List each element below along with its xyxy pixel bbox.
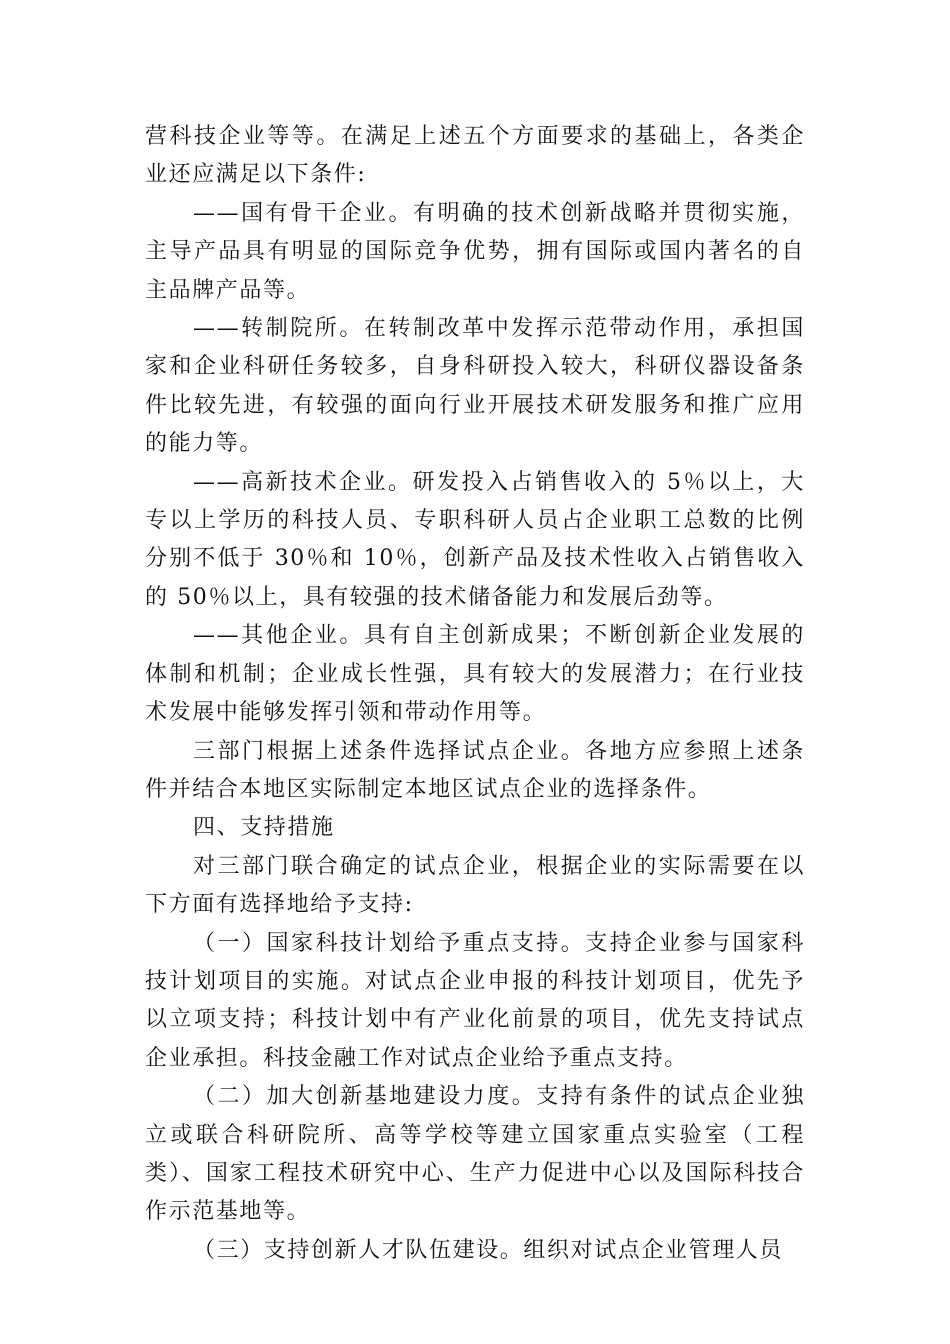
paragraph-support-item-3: （三）支持创新人才队伍建设。组织对试点企业管理人员 (193, 1237, 784, 1263)
paragraph-state-owned-enterprise: ——国有骨干企业。有明确的技术创新战略并贯彻实施，主导产品具有明显的国际竞争优势，拥有国际或国内著名的自主品牌产品等。 (145, 200, 805, 303)
section-heading-support-measures: 四、支持措施 (193, 815, 335, 841)
paragraph-support-item-2: （二）加大创新基地建设力度。支持有条件的试点企业独立或联合科研院所、高等学校等建立国家重点实验室（工程类）、国家工程技术研究中心、生产力促进中心以及国际科技合作示范基地等。 (145, 1084, 805, 1225)
paragraph-high-tech-enterprise: ——高新技术企业。研发投入占销售收入的 5％以上，大专以上学历的科技人员、专职科研人员占企业职工总数的比例分别不低于 30％和 10％，创新产品及技术性收入占销售收入的 50％以上，具有较强的技术储备能力和发展后劲等。 (145, 469, 805, 610)
paragraph-support-item-1: （一）国家科技计划给予重点支持。支持企业参与国家科技计划项目的实施。对试点企业申报的科技计划项目，优先予以立项支持；科技计划中有产业化前景的项目，优先支持试点企业承担。科技金融工作对试点企业给予重点支持。 (145, 930, 805, 1071)
paragraph-other-enterprise: ——其他企业。具有自主创新成果；不断创新企业发展的体制和机制；企业成长性强，具有较大的发展潜力；在行业技术发展中能够发挥引领和带动作用等。 (145, 623, 805, 726)
paragraph-intro: 营科技企业等等。在满足上述五个方面要求的基础上，各类企业还应满足以下条件: (145, 124, 805, 188)
paragraph-selection-conditions: 三部门根据上述条件选择试点企业。各地方应参照上述条件并结合本地区实际制定本地区试点企业的选择条件。 (145, 738, 805, 802)
document-body (145, 118, 805, 1270)
paragraph-restructured-institute: ——转制院所。在转制改革中发挥示范带动作用，承担国家和企业科研任务较多，自身科研投入较大，科研仪器设备条件比较先进，有较强的面向行业开展技术研发服务和推广应用的能力等。 (145, 316, 805, 457)
paragraph-support-intro: 对三部门联合确定的试点企业，根据企业的实际需要在以下方面有选择地给予支持: (145, 853, 805, 918)
